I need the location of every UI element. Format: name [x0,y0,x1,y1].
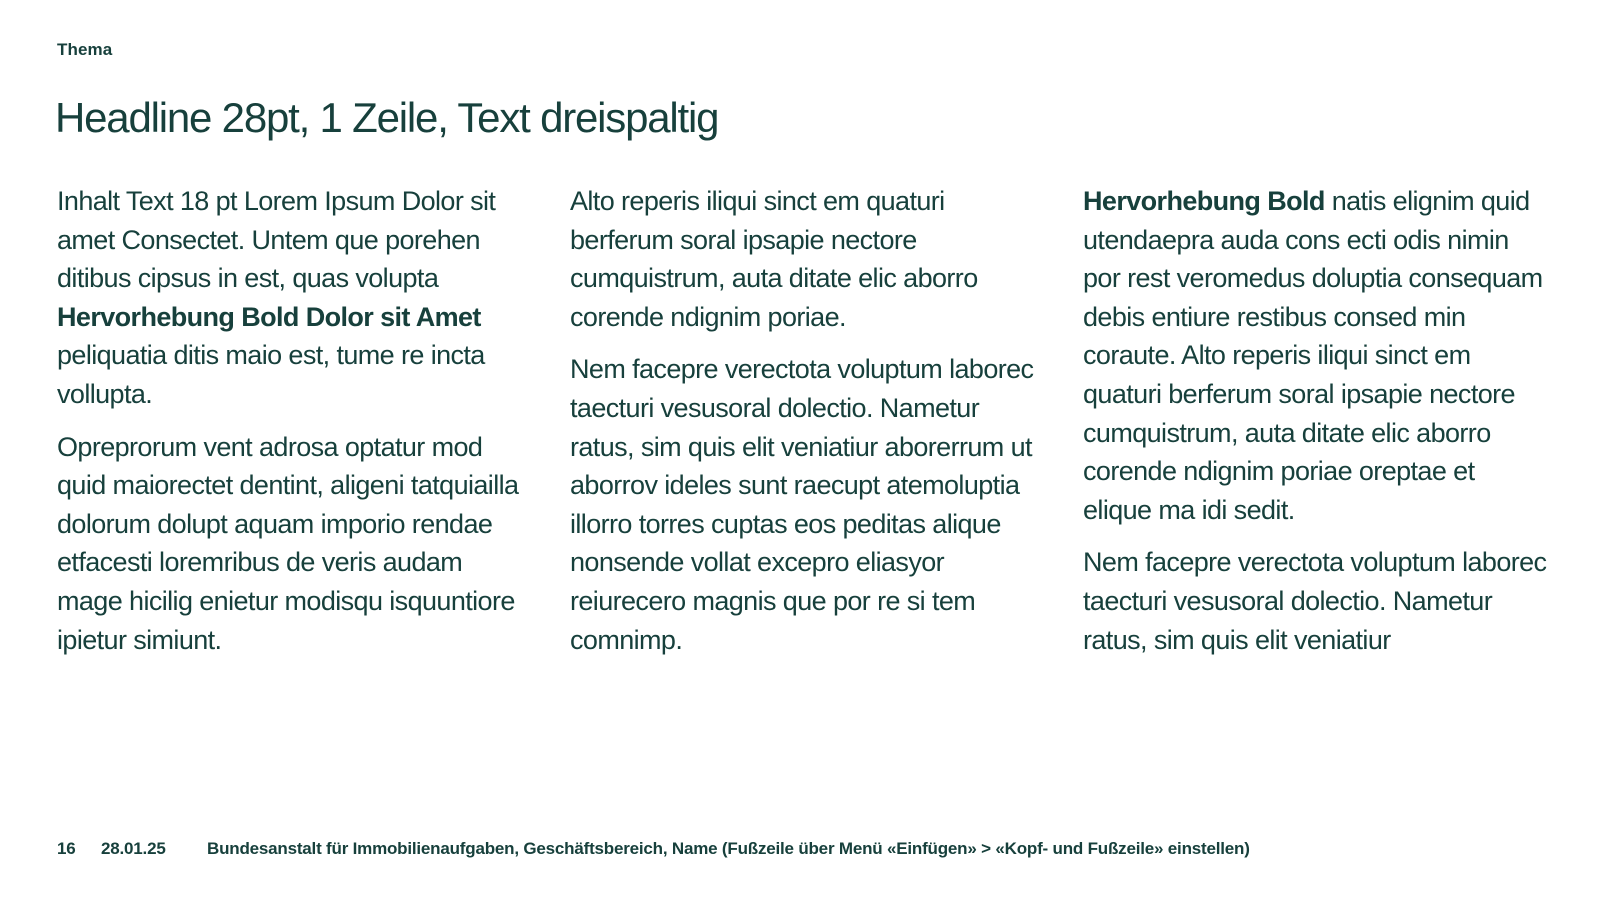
slide-footer [0,839,1616,861]
paragraph-text: Nem facepre verectota voluptum laborec taecturi vesusoral dolectio. Nametur ratus, sim quis elit veniatiur [1083,547,1547,655]
paragraph-text: peliquatia ditis maio est, tume re incta vollupta. [57,340,485,409]
text-column-2 [570,182,1036,673]
paragraph-text: natis elignim quid utendaepra auda cons ecti odis nimin por rest veromedus doluptia consequam debis entiure restibus consed min coraute. Alto reperis iliqui sinct em quaturi berferum soral ipsapie nectore cumquistrum, auta ditate elic aborro corende ndignim poriae oreptae et elique ma idi sedit. [1083,186,1543,525]
slide-headline: Headline 28pt, 1 Zeile, Text dreispaltig [55,94,719,142]
paragraph-text: Inhalt Text 18 pt Lorem Ipsum Dolor sit amet Consectet. Untem que porehen ditibus cipsus in est, quas volupta [57,186,496,294]
paragraph-text: Nem facepre verectota voluptum laborec taecturi vesusoral dolectio. Nametur ratus, sim quis elit veniatiur aborerrum ut aborrov ideles sunt raecupt atemoluptia illorro torres cuptas eos peditas alique nonsende vollat excepro eliasyor reiurecero magnis que por re si tem comnimp. [570,354,1034,655]
bold-highlight: Hervorhebung Bold [1083,186,1325,216]
text-column-3 [1083,182,1549,673]
paragraph-text: Alto reperis iliqui sinct em quaturi berferum soral ipsapie nectore cumquistrum, auta ditate elic aborro corende ndignim poriae. [570,186,978,332]
paragraph [570,182,1036,336]
bold-highlight: Hervorhebung Bold Dolor sit Amet [57,301,481,332]
footer-date: 28.01.25 [101,839,166,858]
text-column-1 [57,182,523,673]
paragraph [1083,543,1549,659]
paragraph [570,350,1036,659]
paragraph-text: Opreprorum vent adrosa optatur mod quid maiorectet dentint, aligeni tatquiailla dolorum dolupt aquam imporio rendae etfacesti loremribus de veris audam mage hicilig enietur modisqu isquuntiore ipietur simiunt. [57,431,519,655]
paragraph [57,428,523,660]
footer-page-number: 16 [57,839,76,858]
slide-kicker: Thema [57,40,113,59]
paragraph [1083,182,1549,529]
text-columns [57,182,1549,673]
footer-organization-text: Bundesanstalt für Immobilienaufgaben, Geschäftsbereich, Name (Fußzeile über Menü «Einfügen» > «Kopf- und Fußzeile» einstellen) [207,839,1250,858]
paragraph [57,182,523,414]
